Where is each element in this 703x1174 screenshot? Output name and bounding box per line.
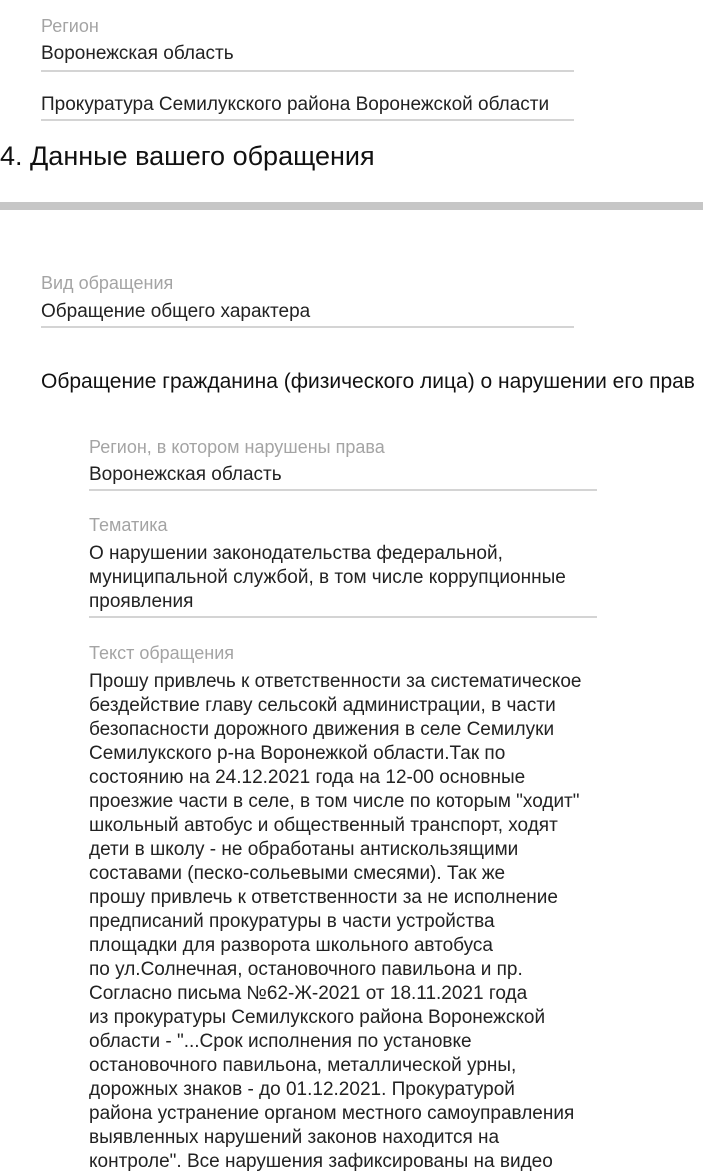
- violation-region-label: Регион, в котором нарушены права: [89, 437, 385, 457]
- appeal-text-line: дети в школу - не обработаны антискользящими: [89, 839, 519, 860]
- appeal-text-line: бездействие главу сельсокй администрации, в части: [89, 695, 556, 716]
- appeal-text-line: предписаний прокуратуры в части устройства: [89, 911, 495, 932]
- prosecutor-office-field[interactable]: [41, 93, 574, 121]
- appeal-type-field[interactable]: [41, 300, 574, 328]
- topic-line: муниципальной службой, в том числе коррупционные: [89, 567, 566, 588]
- appeal-text-line: прошу привлечь к ответственности за не исполнение: [89, 887, 558, 908]
- appeal-text-line: школьный автобус и общественный транспорт, ходят: [89, 815, 558, 836]
- appeal-text-line: контроле". Все нарушения зафиксированы на видео: [89, 1151, 553, 1172]
- appeal-text[interactable]: [89, 670, 609, 1174]
- region-field[interactable]: [41, 42, 574, 72]
- region-value: Воронежская область: [41, 43, 234, 64]
- appeal-text-line: дорожных знаков - до 01.12.2021. Прокуратурой: [89, 1079, 515, 1100]
- appeal-text-line: Семилукского р-на Воронежкой области.Так по: [89, 743, 506, 764]
- region-label: Регион: [41, 16, 99, 36]
- appeal-text-line: остановочного павильона, металлической урны,: [89, 1055, 517, 1076]
- appeal-text-line: области - "...Срок исполнения по установке: [89, 1031, 472, 1052]
- violation-region-value: Воронежская область: [89, 464, 282, 485]
- topic-field[interactable]: [89, 542, 597, 618]
- appeal-text-line: площадки для разворота школьного автобуса: [89, 935, 493, 956]
- section-heading: 4. Данные вашего обращения: [0, 141, 375, 171]
- appeal-text-line: состоянию на 24.12.2021 года на 12-00 основные: [89, 767, 526, 788]
- appeal-text-line: района устранение органом местного самоуправления: [89, 1103, 575, 1124]
- appeal-text-line: по ул.Солнечная, остановочного павильона и пр.: [89, 959, 523, 980]
- section-divider: [0, 202, 703, 210]
- appeal-text-line: из прокуратуры Семилукского района Воронежской: [89, 1007, 546, 1028]
- violation-region-field[interactable]: [89, 463, 597, 491]
- appeal-text-line: составами (песко-сольевыми смесями). Так же: [89, 863, 506, 884]
- appeal-text-line: проезжие части в селе, в том числе по которым "ходит": [89, 791, 580, 812]
- topic-label: Тематика: [89, 515, 168, 535]
- appeal-text-label: Текст обращения: [89, 643, 235, 663]
- appeal-text-line: Прошу привлечь к ответственности за систематическое: [89, 671, 582, 692]
- complaint-heading: Обращение гражданина (физического лица) о нарушении его прав: [41, 370, 695, 393]
- appeal-text-line: выявленных нарушений законов находится на: [89, 1127, 500, 1148]
- topic-line: проявления: [89, 591, 194, 612]
- appeal-type-value: Обращение общего характера: [41, 301, 311, 322]
- prosecutor-office-value: Прокуратура Семилукского района Воронежской области: [41, 94, 550, 115]
- appeal-text-line: безопасности дорожного движения в селе Семилуки: [89, 719, 555, 740]
- appeal-text-line: Согласно письма №62-Ж-2021 от 18.11.2021 года: [89, 983, 528, 1004]
- appeal-type-label: Вид обращения: [41, 273, 174, 293]
- topic-line: О нарушении законодательства федеральной,: [89, 543, 503, 564]
